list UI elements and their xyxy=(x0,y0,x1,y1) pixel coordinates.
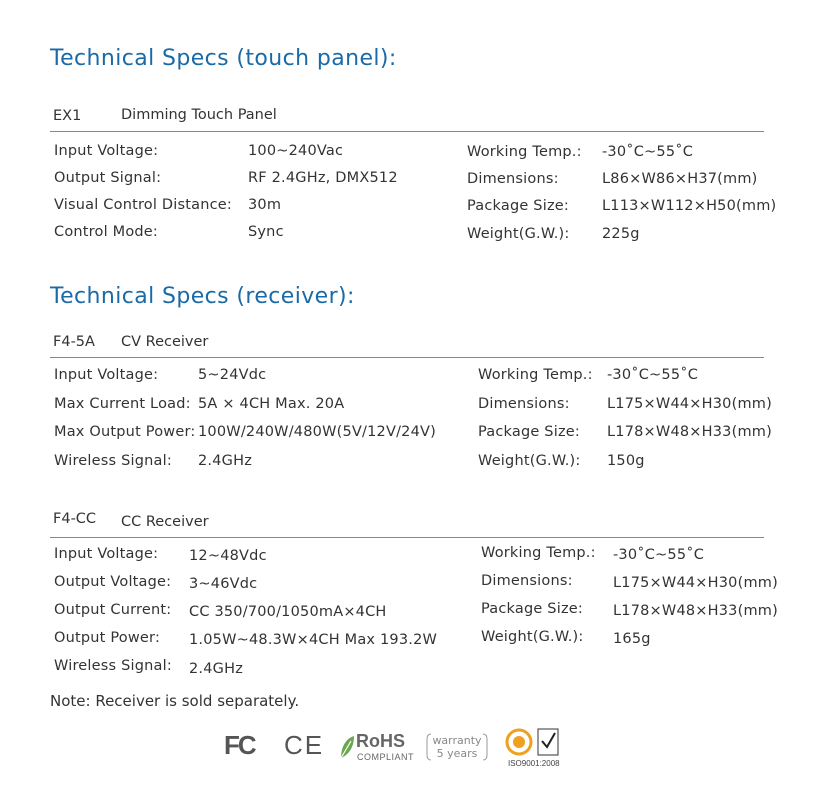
receiver-heading: Technical Specs (receiver): xyxy=(50,284,355,309)
spec-value: -30˚C~55˚C xyxy=(602,144,694,160)
spec-label: Dimensions: xyxy=(467,171,559,187)
spec-value: 5~24Vdc xyxy=(198,367,267,383)
spec-label: Weight(G.W.): xyxy=(481,629,584,645)
spec-value: 150g xyxy=(607,453,645,469)
spec-value: L175×W44×H30(mm) xyxy=(607,396,772,412)
rohs-text: RoHS xyxy=(356,731,405,751)
touch-panel-heading: Technical Specs (touch panel): xyxy=(50,46,397,71)
spec-value: L113×W112×H50(mm) xyxy=(602,198,777,214)
spec-label: Working Temp.: xyxy=(481,545,596,561)
spec-label: Wireless Signal: xyxy=(54,453,172,469)
spec-label: Input Voltage: xyxy=(54,143,159,159)
spec-label: Package Size: xyxy=(481,601,583,617)
f4-cc-model: F4-CC xyxy=(53,511,97,527)
spec-label: Visual Control Distance: xyxy=(54,197,233,213)
spec-value: L86×W86×H37(mm) xyxy=(602,171,758,187)
spec-label: Output Signal: xyxy=(54,170,162,186)
fc-logo: FC xyxy=(224,730,255,760)
spec-value: 100~240Vac xyxy=(248,143,344,159)
rohs-logo xyxy=(338,731,415,765)
spec-value: L175×W44×H30(mm) xyxy=(613,575,778,591)
spec-label: Input Voltage: xyxy=(54,367,159,383)
spec-label: Output Current: xyxy=(54,602,172,618)
spec-label: Input Voltage: xyxy=(54,546,159,562)
spec-value: 5A × 4CH Max. 20A xyxy=(198,396,345,412)
touch-panel-model: EX1 xyxy=(53,108,82,124)
spec-value: 225g xyxy=(602,226,640,242)
f4-cc-divider xyxy=(50,537,764,538)
spec-label: Output Power: xyxy=(54,630,161,646)
spec-label: Max Current Load: xyxy=(54,396,191,412)
spec-value: L178×W48×H33(mm) xyxy=(613,603,778,619)
warranty-years-text: 5 years xyxy=(436,747,478,760)
spec-label: Max Output Power: xyxy=(54,424,196,440)
spec-value: -30˚C~55˚C xyxy=(607,367,699,383)
f4-5a-model-name: CV Receiver xyxy=(121,334,209,350)
spec-value: 3~46Vdc xyxy=(189,576,258,592)
spec-value: 12~48Vdc xyxy=(189,548,267,564)
spec-value: 1.05W~48.3W×4CH Max 193.2W xyxy=(189,632,438,648)
spec-value: RF 2.4GHz, DMX512 xyxy=(248,170,398,186)
warranty-badge xyxy=(425,731,489,763)
spec-label: Control Mode: xyxy=(54,224,159,240)
spec-label: Dimensions: xyxy=(478,396,570,412)
iso-seal-icon xyxy=(505,728,533,756)
ce-logo: CE xyxy=(284,730,325,760)
f4-5a-divider xyxy=(50,357,764,358)
spec-label: Weight(G.W.): xyxy=(467,226,570,242)
receiver-note: Note: Receiver is sold separately. xyxy=(50,692,300,710)
spec-label: Dimensions: xyxy=(481,573,573,589)
iso-logo xyxy=(505,728,565,770)
spec-label: Package Size: xyxy=(478,424,580,440)
spec-value: CC 350/700/1050mA×4CH xyxy=(189,604,387,620)
touch-panel-model-name: Dimming Touch Panel xyxy=(121,107,277,123)
f4-cc-model-name: CC Receiver xyxy=(121,514,209,530)
spec-value: 30m xyxy=(248,197,282,213)
spec-value: 2.4GHz xyxy=(198,453,253,469)
spec-label: Wireless Signal: xyxy=(54,658,172,674)
spec-label: Weight(G.W.): xyxy=(478,453,581,469)
iso-check-icon xyxy=(537,728,559,756)
spec-label: Package Size: xyxy=(467,198,569,214)
spec-label: Output Voltage: xyxy=(54,574,172,590)
leaf-icon xyxy=(338,734,356,760)
iso-text: ISO9001:2008 xyxy=(508,759,560,768)
spec-label: Working Temp.: xyxy=(478,367,593,383)
spec-value: 165g xyxy=(613,631,651,647)
rohs-compliant-text: COMPLIANT xyxy=(357,752,415,762)
spec-value: 100W/240W/480W(5V/12V/24V) xyxy=(198,424,436,440)
spec-value: Sync xyxy=(248,224,284,240)
spec-value: 2.4GHz xyxy=(189,661,244,677)
spec-value: -30˚C~55˚C xyxy=(613,547,705,563)
f4-5a-model: F4-5A xyxy=(53,334,95,350)
spec-value: L178×W48×H33(mm) xyxy=(607,424,772,440)
spec-label: Working Temp.: xyxy=(467,144,582,160)
touch-panel-divider xyxy=(50,131,764,132)
warranty-text: warranty xyxy=(432,734,482,747)
